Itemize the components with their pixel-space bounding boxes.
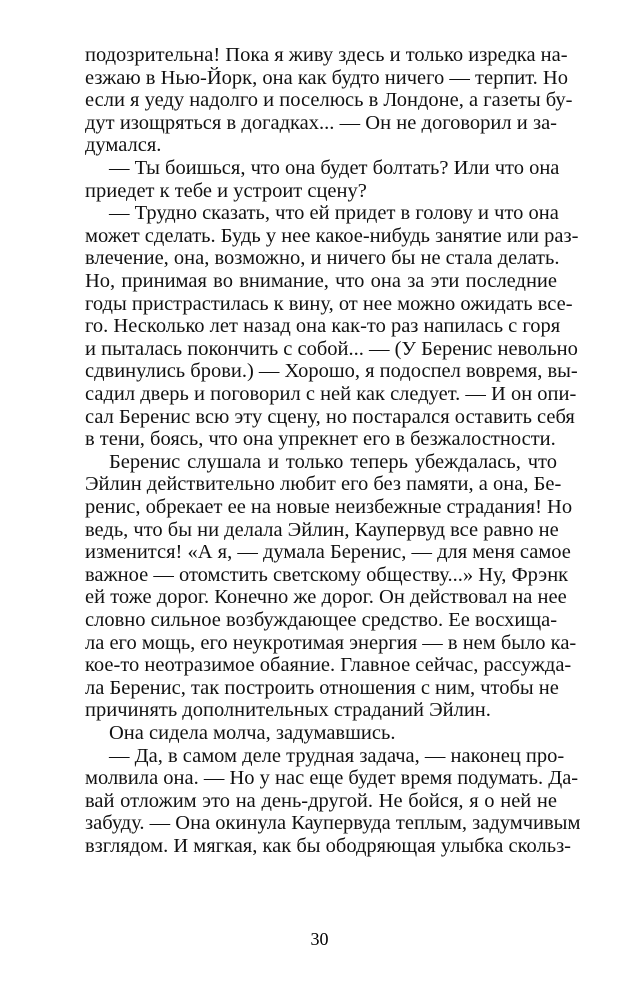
text-line: влечение, она, возможно, и ничего бы не стала делать. (85, 247, 560, 270)
text-line: взглядом. И мягкая, как бы ободряющая улыбка скольз- (85, 835, 572, 857)
text-line: изменится! «А я, — думала Беренис, — для меня самое (85, 541, 571, 564)
text-line: садил дверь и поговорил с ней как следует. — И он опи- (85, 383, 577, 405)
text-line: годы пристрастилась к вину, от нее можно ожидать все- (85, 292, 573, 315)
text-line: ла его мощь, его неукротимая энергия — в нем было ка- (85, 631, 577, 654)
text-line: вай отложим это на день-другой. Не бойся, я о ней не (85, 789, 557, 812)
text-line: кое-то неотразимое обаяние. Главное сейчас, рассужда- (85, 654, 572, 677)
text-line: если я уеду надолго и поселюсь в Лондоне, а газеты бу- (85, 89, 573, 112)
text-line: — Ты боишься, что она будет болтать? Или что она (109, 157, 560, 179)
text-line: дут изощряться в догадках... — Он не договорил и за- (85, 111, 557, 134)
text-line: езжаю в Нью-Йорк, она как будто ничего — терпит. Но (85, 66, 568, 89)
text-line: приедет к тебе и устроит сцену? (85, 179, 367, 202)
text-line: ведь, что бы ни делала Эйлин, Каупервуд все равно не (85, 518, 559, 541)
text-line: забуду. — Она окинула Каупервуда теплым, задумчивым (85, 812, 581, 835)
text-line: может сделать. Будь у нее какое-нибудь занятие или раз- (85, 224, 579, 247)
text-line: ренис, обрекает ее на новые неизбежные страдания! Но (85, 496, 573, 518)
text-line: Беренис слушала и только теперь убеждалась, что (109, 450, 557, 473)
text-line: го. Несколько лет назад она как-то раз напилась с горя (85, 315, 561, 338)
text-line: ей тоже дорог. Конечно же дорог. Он действовал на нее (85, 586, 567, 609)
text-line: Но, принимая во внимание, что она за эти последние (85, 270, 557, 292)
text-line: — Да, в самом деле трудная задача, — наконец про- (109, 744, 565, 767)
text-line: молвила она. — Но у нас еще будет время подумать. Да- (85, 767, 579, 790)
text-line: Эйлин действительно любит его без памяти, а она, Бе- (85, 473, 562, 496)
page-number: 30 (310, 929, 329, 949)
text-line: сдвинулись брови.) — Хорошо, я подоспел вовремя, вы- (85, 360, 578, 383)
text-line: — Трудно сказать, что ей придет в голову и что она (109, 202, 559, 225)
text-line: думался. (85, 134, 162, 157)
text-line: важное — отомстить светскому обществу...» Ну, Фрэнк (85, 563, 569, 586)
text-line: подозрительна! Пока я живу здесь и только изредка на- (85, 44, 568, 66)
text-line: сал Беренис всю эту сцену, но постарался оставить себя (85, 405, 575, 428)
text-line: ла Беренис, так построить отношения с ним, чтобы не (85, 676, 559, 699)
text-line: словно сильное возбуждающее средство. Ее восхища- (85, 609, 558, 631)
text-line: в тени, боясь, что она упрекнет его в безжалостности. (85, 428, 556, 451)
text-line: причинять дополнительных страданий Эйлин. (85, 699, 491, 722)
text-line: Она сидела молча, задумавшись. (109, 722, 396, 744)
text-line: и пыталась покончить с собой... — (У Беренис невольно (85, 337, 578, 360)
